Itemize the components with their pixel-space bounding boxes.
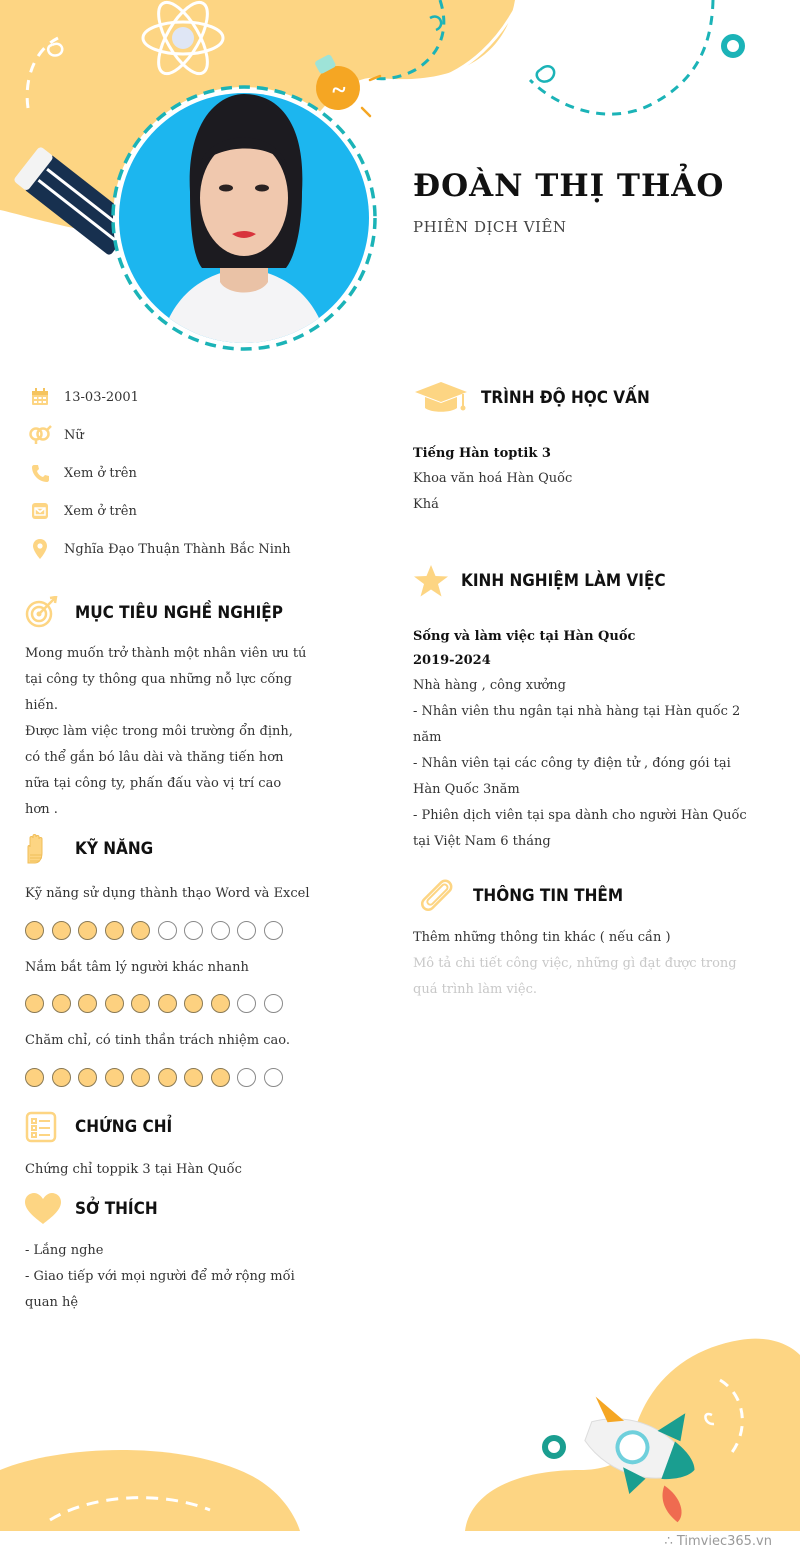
additional-heading: [413, 876, 623, 916]
candidate-name: ĐOÀN THỊ THẢO: [413, 168, 725, 204]
hint-line: Mô tả chi tiết công việc, những gì đạt được trong: [413, 956, 737, 971]
rating-dot-filled: [78, 994, 97, 1013]
rating-dot-filled: [78, 1068, 97, 1087]
rating-dot-filled: [158, 1068, 177, 1087]
objective-line: hiến.: [25, 698, 59, 713]
rating-dot-filled: [131, 994, 150, 1013]
skill-name: Chăm chỉ, có tinh thần trách nhiệm cao.: [25, 1033, 290, 1048]
hobby-line: - Giao tiếp với mọi người để mở rộng mối: [25, 1269, 295, 1284]
rating-dot-filled: [105, 994, 124, 1013]
skills-heading: [24, 832, 153, 866]
experience-heading: [413, 563, 666, 599]
skill-name: Kỹ năng sử dụng thành thạo Word và Excel: [25, 886, 310, 901]
experience-line: - Nhân viên thu ngân tại nhà hàng tại Hàn quốc 2: [413, 704, 741, 719]
rating-dot-filled: [25, 921, 44, 940]
certificate-item: Chứng chỉ toppik 3 tại Hàn Quốc: [25, 1162, 242, 1177]
objective-line: Được làm việc trong môi trường ổn định,: [25, 724, 293, 739]
calendar-icon: [28, 385, 52, 409]
address-text: Nghĩa Đạo Thuận Thành Bắc Ninh: [64, 541, 291, 557]
avatar: [108, 82, 380, 354]
experience-period: 2019-2024: [413, 653, 491, 668]
rating-dot-empty: [264, 1068, 283, 1087]
additional-text: Thêm những thông tin khác ( nếu cần ): [413, 930, 671, 945]
education-major: Khoa văn hoá Hàn Quốc: [413, 471, 573, 486]
additional-hint: [413, 951, 769, 1003]
rating-dot-filled: [25, 1068, 44, 1087]
rating-dot-filled: [131, 1068, 150, 1087]
footer-brand: ∴ Timviec365.vn: [664, 1534, 772, 1549]
target-icon: [24, 596, 60, 630]
education-heading: [413, 380, 650, 416]
job-title: PHIÊN DỊCH VIÊN: [413, 218, 567, 236]
objective-heading: [24, 596, 283, 630]
star-icon: [413, 563, 449, 599]
skill-rating: [25, 1068, 283, 1087]
certificates-title: CHỨNG CHỈ: [75, 1117, 173, 1137]
experience-details: [413, 699, 769, 855]
experience-position: Nhà hàng , công xưởng: [413, 678, 567, 693]
checklist-icon: [24, 1110, 58, 1144]
experience-line: năm: [413, 730, 442, 745]
contact-email: [28, 499, 137, 523]
contact-gender: [28, 423, 84, 447]
hobby-line: - Lắng nghe: [25, 1243, 104, 1258]
rating-dot-filled: [211, 994, 230, 1013]
rating-dot-filled: [158, 994, 177, 1013]
objective-line: Mong muốn trở thành một nhân viên ưu tú: [25, 646, 307, 661]
rating-dot-empty: [264, 921, 283, 940]
rating-dot-filled: [184, 1068, 203, 1087]
rating-dot-empty: [264, 994, 283, 1013]
heart-icon: [24, 1192, 62, 1226]
education-title: TRÌNH ĐỘ HỌC VẤN: [481, 388, 650, 408]
hint-line: quá trình làm việc.: [413, 982, 538, 997]
rating-dot-empty: [237, 994, 256, 1013]
certificates-heading: [24, 1110, 172, 1144]
hobbies-heading: [24, 1192, 158, 1226]
objective-line: nữa tại công ty, phấn đấu vào vị trí cao: [25, 776, 282, 791]
rating-dot-filled: [131, 921, 150, 940]
rating-dot-empty: [237, 1068, 256, 1087]
skill-rating: [25, 994, 283, 1013]
hand-icon: [24, 832, 48, 866]
envelope-icon: [28, 499, 52, 523]
rating-dot-filled: [25, 994, 44, 1013]
rating-dot-empty: [237, 921, 256, 940]
location-pin-icon: [28, 537, 52, 561]
education-grade: Khá: [413, 497, 439, 512]
rating-dot-filled: [52, 1068, 71, 1087]
hobbies-text: [25, 1238, 318, 1316]
education-school: Tiếng Hàn toptik 3: [413, 446, 551, 461]
gender-text: Nữ: [64, 427, 84, 443]
hobby-line: quan hệ: [25, 1295, 79, 1310]
objective-line: tại công ty thông qua những nỗ lực cống: [25, 672, 293, 687]
experience-line: Hàn Quốc 3năm: [413, 782, 520, 797]
rating-dot-filled: [52, 994, 71, 1013]
objective-line: có thể gắn bó lâu dài và thăng tiến hơn: [25, 750, 284, 765]
email-text: Xem ở trên: [64, 503, 137, 519]
objective-title: MỤC TIÊU NGHỀ NGHIỆP: [75, 603, 283, 623]
graduation-cap-icon: [413, 380, 469, 416]
skill-rating: [25, 921, 283, 940]
objective-line: hơn .: [25, 802, 58, 817]
additional-title: THÔNG TIN THÊM: [473, 886, 624, 906]
hobbies-title: SỞ THÍCH: [75, 1199, 158, 1219]
rating-dot-empty: [211, 921, 230, 940]
paperclip-icon: [413, 876, 459, 916]
rating-dot-empty: [158, 921, 177, 940]
skills-title: KỸ NĂNG: [75, 839, 154, 859]
rating-dot-empty: [184, 921, 203, 940]
objective-text: [25, 641, 318, 823]
experience-title: KINH NGHIỆM LÀM VIỆC: [461, 571, 666, 591]
phone-text: Xem ở trên: [64, 465, 137, 481]
gender-icon: [28, 423, 52, 447]
rating-dot-filled: [52, 921, 71, 940]
rating-dot-filled: [184, 994, 203, 1013]
experience-line: - Nhân viên tại các công ty điện tử , đóng gói tại: [413, 756, 731, 771]
contact-address: [28, 537, 291, 561]
experience-company: Sống và làm việc tại Hàn Quốc: [413, 629, 636, 644]
rating-dot-filled: [105, 1068, 124, 1087]
contact-birthday: [28, 385, 139, 409]
rating-dot-filled: [211, 1068, 230, 1087]
birthday-text: 13-03-2001: [64, 389, 139, 405]
rating-dot-filled: [78, 921, 97, 940]
contact-phone: [28, 461, 137, 485]
rating-dot-filled: [105, 921, 124, 940]
bottom-decoration: [0, 1320, 800, 1535]
experience-line: - Phiên dịch viên tại spa dành cho người Hàn Quốc: [413, 808, 747, 823]
experience-line: tại Việt Nam 6 tháng: [413, 834, 551, 849]
skill-name: Nắm bắt tâm lý người khác nhanh: [25, 960, 249, 975]
phone-icon: [28, 461, 52, 485]
